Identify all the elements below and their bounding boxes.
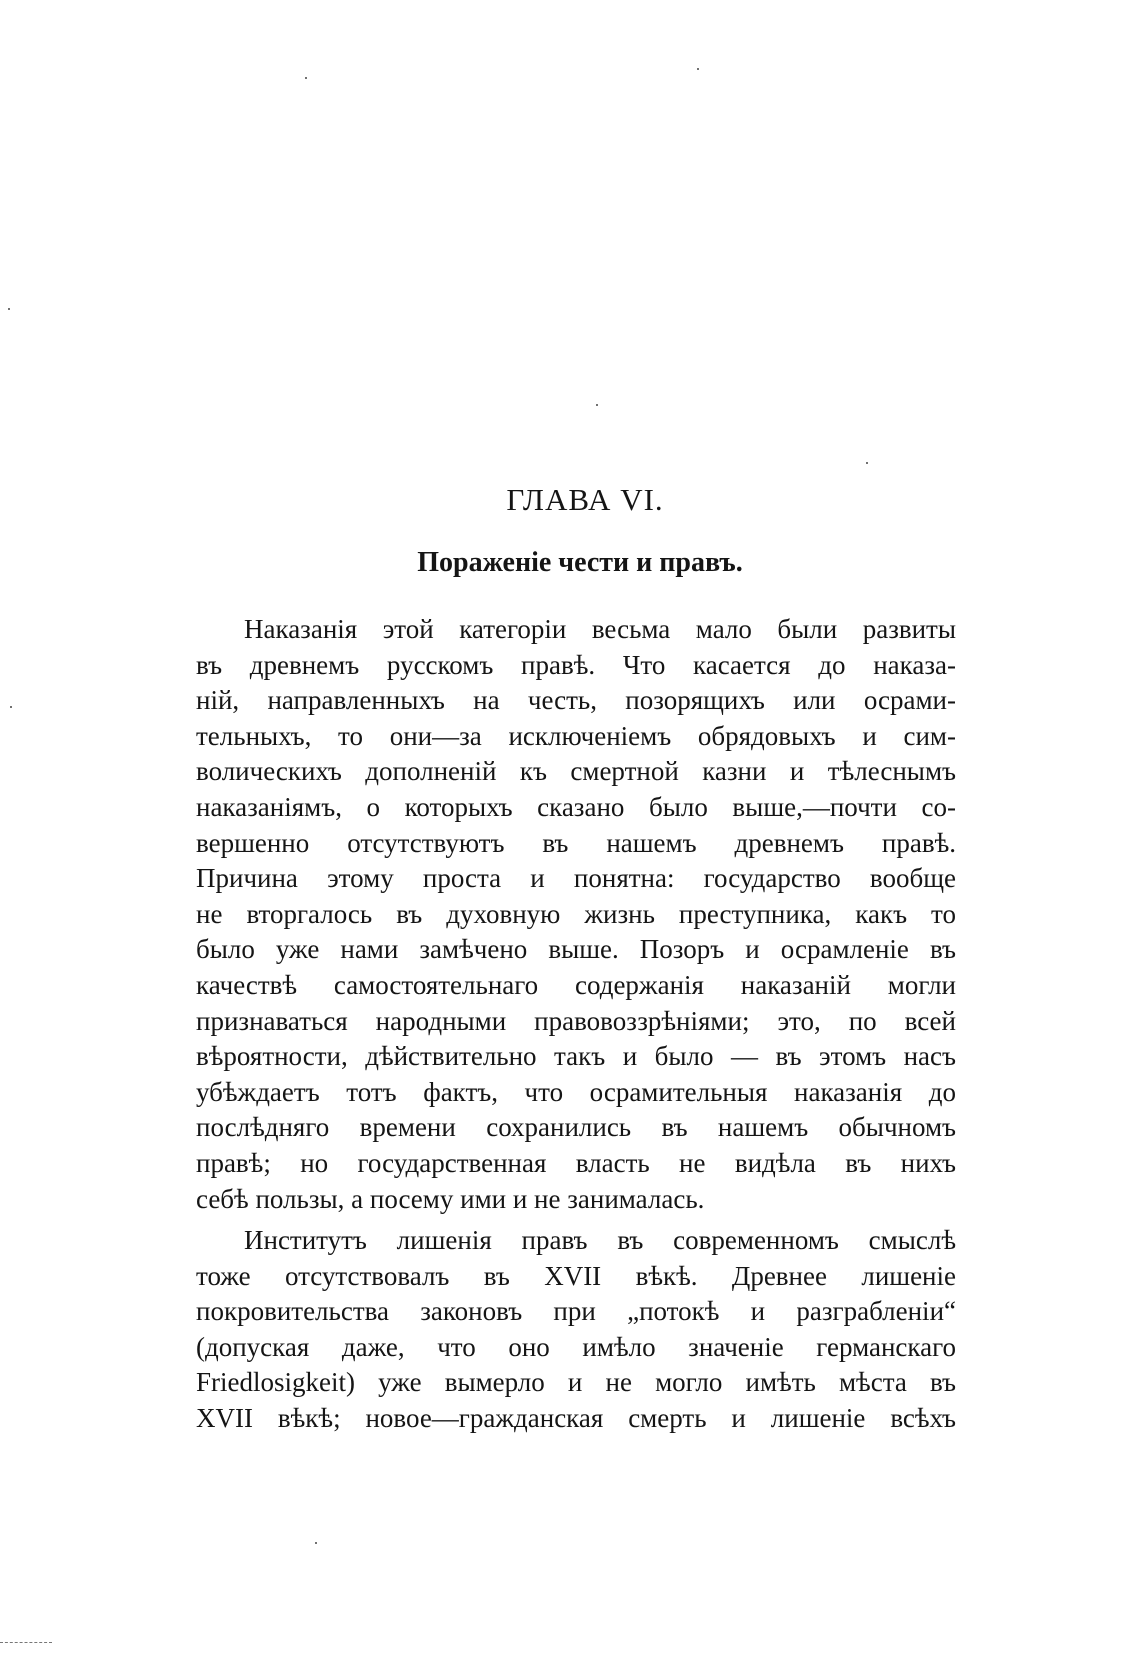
text-line: въ древнемъ русскомъ правѣ. Что касается до наказа- [196, 649, 956, 680]
scan-speck [866, 462, 868, 464]
scan-speck [697, 68, 699, 70]
text-line: (допуская даже, что оно имѣло значеніе германскаго [196, 1331, 956, 1362]
paragraph-2 [196, 1223, 956, 1437]
text-line: себѣ пользы, а посему ими и не занималась. [196, 1183, 705, 1214]
text-line: вершенно отсутствуютъ въ нашемъ древнемъ правѣ. [196, 827, 956, 858]
scan-speck [8, 308, 10, 310]
text-line: не вторгалось въ духовную жизнь преступника, какъ то [196, 898, 956, 929]
text-line: ній, направленныхъ на честь, позорящихъ или осрами- [196, 685, 956, 716]
text-line: тоже отсутствовалъ въ XVII вѣкѣ. Древнее лишеніе [196, 1260, 956, 1291]
text-line: Институтъ лишенія правъ въ современномъ смыслѣ [244, 1225, 956, 1256]
text-line: покровительства законовъ при „потокѣ и разграбленіи“ [196, 1296, 956, 1327]
scan-edge-mark [0, 1642, 52, 1644]
text-line: Friedlosigkeit) уже вымерло и не могло имѣть мѣста въ [196, 1367, 956, 1398]
text-line: признаваться народными правовоззрѣніями; это, по всей [196, 1005, 956, 1036]
text-line: убѣждаетъ тотъ фактъ, что осрамительныя наказанія до [196, 1076, 956, 1107]
text-line: волическихъ дополненій къ смертной казни и тѣлеснымъ [196, 756, 956, 787]
text-line: наказаніямъ, о которыхъ сказано было выше,—почти со- [196, 791, 956, 822]
scan-speck [315, 1542, 317, 1544]
text-line: Наказанія этой категоріи весьма мало были развиты [244, 614, 956, 644]
text-line: XVII вѣкѣ; новое—гражданская смерть и лишеніе всѣхъ [196, 1403, 956, 1434]
text-line: качествѣ самостоятельнаго содержанія наказаній могли [196, 969, 956, 1000]
text-line: Причина этому проста и понятна: государство вообще [196, 863, 956, 894]
body-text [196, 612, 956, 1437]
scan-speck [10, 706, 12, 708]
scan-speck [305, 77, 307, 79]
chapter-title: Пораженіе чести и правъ. [417, 547, 743, 578]
text-line: вѣроятности, дѣйствительно такъ и было — въ этомъ насъ [196, 1041, 956, 1072]
scan-speck [596, 404, 598, 406]
text-line: правѣ; но государственная власть не видѣла въ нихъ [196, 1147, 956, 1178]
chapter-heading: ГЛАВА VI. [506, 482, 664, 517]
text-line: было уже нами замѣчено выше. Позоръ и осрамленіе въ [196, 934, 956, 965]
text-line: послѣдняго времени сохранились въ нашемъ обычномъ [196, 1112, 956, 1143]
text-line: тельныхъ, то они—за исключеніемъ обрядовыхъ и сим- [196, 720, 956, 751]
paragraph-1 [196, 612, 956, 1217]
